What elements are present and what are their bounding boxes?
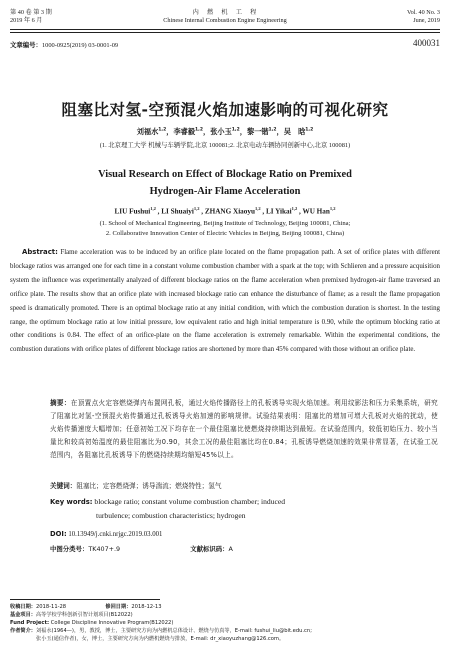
abstract-en-text: Flame acceleration was to be induced by an orifice plate located on the flame propagation path. A set of orifice plates with different blockage ratios was arranged one for each time in a constant volume combustion chamber with a spark at the top; with Schlieren and a pressure acquisition system the influence was experimentally analyzed of different blockage ratios on the flame acceleration when premixed hydrogen-air flame traversed an orifice plate. The results show that an orifice plate with increased blockage ratio can enhance the disturbance of flame; as a result the flame propagation speed is dramatically promoted. There is an optimal blockage ratio at any initial condition, with which the combustion duration is shortest. In the testing range, the optimum blockage ratio at low initial pressure, low equivalent ratio and high initial temperature is 0.90, while the optimum blocking ratio at other conditions is 0.84. The effect of an orifice-plate on the flame acceleration is extremely remarkable. Within the experimental conditions, the combustion durations with orifice plates of different blockage ratios are shortened by more than 45% compared with those without an orifice plate. (10, 249, 440, 354)
header-rule-thick (10, 29, 440, 30)
header-volume-cn: 第 40 卷 第 3 期 (10, 9, 52, 16)
keywords-en-line2: turbulence; combustion characteristics; hydrogen (96, 511, 246, 520)
footnote-fund-en (10, 619, 440, 627)
affiliation-en-line1: (1. School of Mechanical Engineering, Beijing Institute of Technology, Beijing 100081, China; (99, 220, 351, 227)
header-date-en: June, 2019 (413, 17, 440, 24)
abstract-en (10, 246, 440, 357)
title-en-line1: Visual Research on Effect of Blockage Ratio on Premixed (98, 169, 352, 180)
article-id-line (10, 40, 118, 49)
header-volume-en: Vol. 40 No. 3 (406, 9, 440, 16)
footnotes (10, 603, 440, 643)
article-code: 400031 (413, 38, 440, 48)
article-id-label: 文章编号： (10, 41, 42, 49)
abstract-cn-text: 在顶置点火定容燃烧弹内布置网孔板，通过火焰传播路径上的孔板诱导实现火焰加速。利用纹影法和压力采集系统，研究了阻塞比对氢-空预混火焰传播通过孔板诱导火焰加速的影响规律。试验结果表明：阻塞比的增加可增大孔板对火焰的扰动，使火焰传播速度大幅增加；任意初始工况下均存在一个最佳阻塞比使燃烧持续期达到最短。在试验范围内，较低初始压力、较小当量比和较高初始温度的最佳阻塞比为0.90，其余工况的最佳阻塞比均在0.84；孔板诱导燃烧加速的效果非常显著，在试验工况范围内，各阻塞比孔板诱导下的燃烧持续期均缩短45%以上。 (50, 399, 438, 459)
clc-label: 中图分类号： (50, 545, 89, 553)
authors-en: LIU Fushui$^{1,2}$ , LI Shuaiyi$^{1,2}$ , ZHANG Xiaoyu$^{1,2}$ , LI Yikai$^{1,2}$ , WU Han$^{1,2}$ (114, 206, 336, 216)
keywords-cn-text: 阻塞比；定容燃烧弹；诱导湍流；燃烧特性；氢气 (76, 482, 222, 490)
footnote-fund-cn (10, 611, 440, 619)
title-en-line2: Hydrogen-Air Flame Acceleration (149, 186, 301, 197)
clc-value: TK407+.9 (88, 545, 121, 553)
abstract-en-label: Abstract: (22, 248, 58, 256)
header-right (407, 9, 440, 25)
doc-code-value: A (228, 545, 233, 553)
header-date-cn: 2019 年 6 月 (10, 17, 43, 24)
classification (50, 544, 233, 553)
author1-bio: 刘福水(1964—)，男，教授，博士，主要研究方向为内燃机总体设计、燃烧与仿真等，E-mail: fushui_liu@bit.edu.cn; (35, 628, 312, 634)
footnote-rule (10, 599, 160, 600)
doi-label: DOI: (50, 530, 67, 538)
abstract-cn-label: 摘要： (50, 399, 71, 407)
abstract-cn (50, 397, 438, 462)
affiliation-cn: (1. 北京理工大学 机械与车辆学院,北京 100081;2. 北京电动车辆协同创新中心,北京 100081) (99, 142, 351, 149)
keywords-cn (50, 480, 438, 490)
doi-value: 10.13949/j.cnki.nrjgc.2019.03.001 (68, 531, 163, 538)
keywords-cn-label: 关键词： (50, 482, 77, 490)
keywords-en (50, 495, 438, 523)
footnote-author1 (10, 627, 440, 635)
journal-name-en: Chinese Internal Combustion Engine Engineering (163, 17, 287, 24)
received-label: 收稿日期： (10, 604, 36, 610)
revised-value: 2018-12-13 (131, 604, 162, 610)
author-bio-label: 作者简介： (10, 628, 36, 634)
authors-cn: 刘福水$^{1,2}$，李睿毅$^{1,2}$，张小玉$^{1,2}$，黎一锴$^{1,2}$，吴 晗$^{1,2}$ (136, 127, 314, 136)
fund-en-label: Fund Project: (10, 620, 50, 626)
footnote-author2: 张小玉(通信作者)，女，博士，主要研究方向为内燃机燃烧与排放，E-mail: dr_xiaoyuzhang@126.com。 (36, 636, 285, 642)
title-cn: 阻塞比对氢-空预混火焰加速影响的可视化研究 (61, 101, 389, 119)
journal-name-cn: 内 燃 机 工 程 (192, 9, 258, 16)
affiliation-en (0, 219, 450, 239)
header-center (0, 9, 450, 25)
doc-code-label: 文献标识码： (190, 545, 229, 553)
doi (50, 530, 162, 538)
article-id-value: 1000-0925(2019) 03-0001-09 (41, 42, 119, 49)
revised-label: 修回日期： (105, 604, 132, 610)
affiliation-en-line2: 2. Collaborative Innovation Center of Electric Vehicles in Beijing, Beijing 100081, China) (105, 230, 345, 237)
fund-en-value: College Discipline Innovative Program(B12022) (50, 620, 174, 626)
fund-cn-value: 高等学校学科创新引智计划项目(B12022) (35, 612, 133, 618)
title-en (0, 166, 450, 200)
fund-cn-label: 基金项目： (10, 612, 36, 618)
header-rule-thin (10, 32, 440, 33)
keywords-en-line1: blockage ratio; constant volume combustion chamber; induced (94, 497, 286, 506)
received-value: 2018-11-28 (35, 604, 67, 610)
footnote-dates (10, 603, 440, 611)
keywords-en-label: Key words: (50, 498, 93, 506)
